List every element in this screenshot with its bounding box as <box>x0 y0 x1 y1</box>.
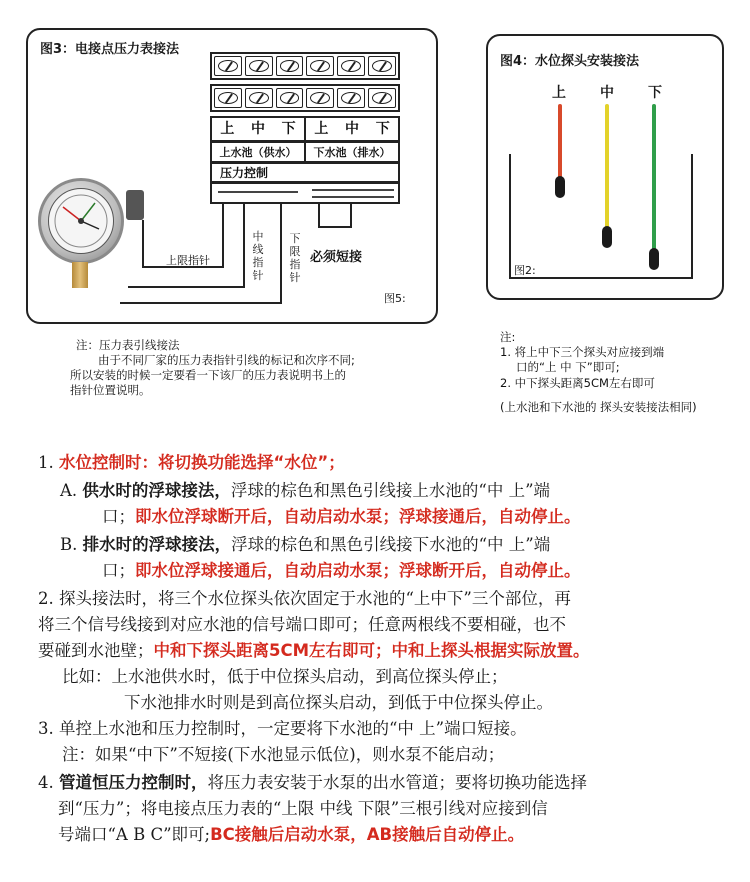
terminal-screw <box>306 56 334 76</box>
right-note-line: 2. 中下探头距离5CM左右即可 <box>500 376 655 390</box>
terminal-screw <box>368 56 396 76</box>
left-note-line: 注：压力表引线接法 <box>76 338 180 352</box>
instruction-2-line: 2. 探头接法时，将三个水位探头依次固定于水池的“上中下”三个部位，再 <box>38 589 571 608</box>
probe-label-lower: 下 <box>648 85 662 101</box>
probe-label-middle: 中 <box>600 85 614 101</box>
instruction-1b: B. 排水时的浮球接法，浮球的棕色和黑色引线接下水池的“中 上”端 <box>60 535 551 554</box>
right-note-line: 口的“上 中 下”即可; <box>516 360 620 374</box>
terminal-block-top <box>210 52 400 80</box>
right-note-line: (上水池和下水池的 探头安装接法相同) <box>500 400 697 414</box>
instruction-1a-cont: 口；即水位浮球断开后，自动启动水泵；浮球接通后，自动停止。 <box>102 507 581 526</box>
upper-pool-label: 上水池（供水） <box>219 146 297 159</box>
instruction-2-line: 要碰到水池壁；中和下探头距离5CM左右即可；中和上探头根据实际放置。 <box>38 641 590 660</box>
instruction-4: 4. 管道恒压力控制时，将压力表安装于水泵的出水管道；要将切换功能选择 <box>38 773 587 792</box>
left-note-line: 所以安装的时候一定要看一下该厂的压力表说明书上的 <box>70 368 346 382</box>
wire-lower <box>120 302 282 304</box>
instruction-2-line: 将三个信号线接到对应水池的信号端口即可；任意两根线不要相碰，也不 <box>38 615 566 634</box>
terminal-label: 下 <box>281 121 296 137</box>
terminal-header-row <box>210 116 400 142</box>
middle-needle-label: 中 线 指 针 <box>252 230 264 282</box>
probe-tip-upper <box>555 176 565 198</box>
upper-needle-label: 上限指针 <box>166 254 210 267</box>
figure-2-number: 图2: <box>514 264 536 277</box>
control-row <box>210 162 400 183</box>
instruction-1a: A. 供水时的浮球接法，浮球的棕色和黑色引线接上水池的“中 上”端 <box>60 481 551 500</box>
terminal-screw <box>368 88 396 108</box>
instruction-3-note: 注：如果“中下”不短接(下水池显示低位)，则水泵不能启动； <box>62 745 505 764</box>
terminal-screw <box>245 88 273 108</box>
terminal-label: 下 <box>375 121 390 137</box>
terminal-screw <box>337 56 365 76</box>
instruction-4-line: 号端口“A B C”即可;BC接触后启动水泵，AB接触后自动停止。 <box>58 825 525 844</box>
instruction-1-text: 水位控制时：将切换功能选择“水位”； <box>59 453 345 472</box>
probe-wire-middle <box>605 104 609 234</box>
terminal-screw <box>306 88 334 108</box>
probe-tip-middle <box>602 226 612 248</box>
right-note-line: 注: <box>500 330 516 344</box>
wire-upper <box>222 204 224 268</box>
terminal-screw <box>245 56 273 76</box>
example-line: 下水池排水时则是到高位探头启动，到低于中位探头停止。 <box>124 693 553 712</box>
instruction-1b-cont: 口；即水位浮球接通后，自动启动水泵；浮球断开后，自动停止。 <box>102 561 581 580</box>
pool-row <box>210 141 400 163</box>
figure-4-title: 图4：水位探头安装接法 <box>500 54 640 69</box>
gauge-brass-stem <box>72 262 88 288</box>
pressure-gauge-dial <box>48 188 114 254</box>
probe-wire-lower <box>652 104 656 254</box>
left-note-line: 由于不同厂家的压力表指针引线的标记和次序不同; <box>98 353 355 367</box>
terminal-label: 上 <box>220 121 235 137</box>
probe-tip-lower <box>649 248 659 270</box>
short-wire <box>318 226 352 228</box>
figure-3-title: 图3：电接点压力表接法 <box>40 42 180 57</box>
pressure-control-label: 压力控制 <box>220 166 269 180</box>
wire-lower <box>280 204 282 304</box>
terminal-label: 上 <box>304 118 337 140</box>
instruction-4-line: 到“压力”；将电接点压力表的“上限 中线 下限”三根引线对应接到信 <box>58 799 548 818</box>
example-line: 比如：上水池供水时，低于中位探头启动，到高位探头停止； <box>62 667 508 686</box>
wire-middle <box>243 204 245 288</box>
lower-pool-label: 下水池（排水） <box>304 143 398 161</box>
wire-upper <box>142 220 144 268</box>
must-short-label: 必须短接 <box>310 250 363 265</box>
lower-needle-label: 下 限 指 针 <box>289 232 301 284</box>
terminal-screw <box>276 88 304 108</box>
gauge-terminal-box <box>126 190 144 220</box>
short-wire <box>350 204 352 228</box>
fine-print-strip <box>210 182 400 204</box>
terminal-screw <box>214 88 242 108</box>
instruction-1 <box>38 450 345 476</box>
item-number: 1. <box>38 453 54 472</box>
gauge-needles-icon <box>49 189 113 253</box>
terminal-label: 中 <box>345 121 360 137</box>
terminal-screw <box>276 56 304 76</box>
short-wire <box>318 204 320 228</box>
instruction-3: 3. 单控上水池和压力控制时，一定要将下水池的“中 上”端口短接。 <box>38 719 527 738</box>
terminal-screw <box>214 56 242 76</box>
figure-5-number: 图5: <box>384 292 406 305</box>
terminal-screw <box>337 88 365 108</box>
terminal-block-bottom <box>210 84 400 112</box>
probe-label-upper: 上 <box>552 85 566 101</box>
terminal-label: 中 <box>251 121 265 137</box>
left-note-line: 指针位置说明。 <box>70 383 151 397</box>
wire-middle <box>128 286 245 288</box>
probe-wire-upper <box>558 104 562 184</box>
right-note-line: 1. 将上中下三个探头对应接到端 <box>500 345 665 359</box>
